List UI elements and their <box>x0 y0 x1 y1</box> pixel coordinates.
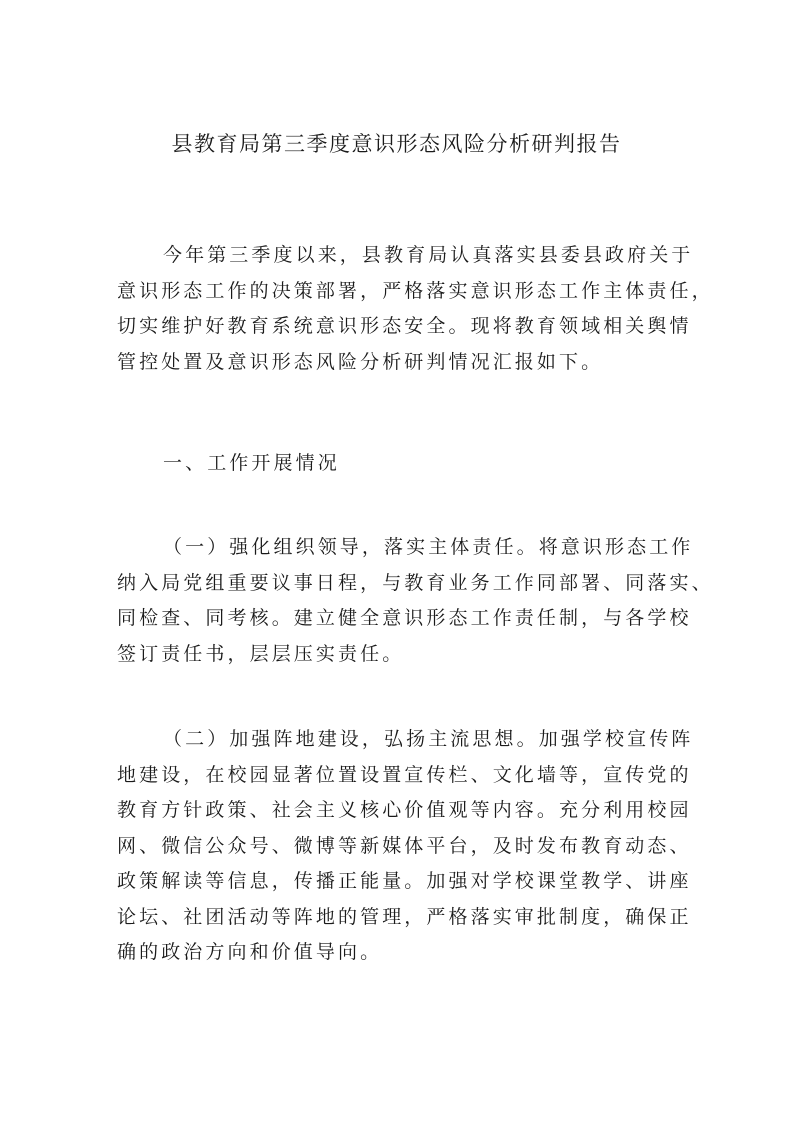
paragraph-line: 纳入局党组重要议事日程，与教育业务工作同部署、同落实、 <box>117 571 714 594</box>
paragraph-line: 切实维护好教育系统意识形态安全。现将教育领域相关舆情 <box>117 315 692 337</box>
paragraph-line: 论坛、社团活动等阵地的管理，严格落实审批制度，确保正 <box>117 905 692 928</box>
paragraph-line: 管控处置及意识形态风险分析研判情况汇报如下。 <box>117 350 604 373</box>
paragraph-line: 确的政治方向和价值导向。 <box>117 941 383 963</box>
intro-paragraph <box>117 238 714 380</box>
section-item-paragraph-1 <box>117 530 714 672</box>
paragraph-line: 同检查、同考核。建立健全意识形态工作责任制，与各学校 <box>117 607 692 629</box>
section-heading <box>117 446 697 482</box>
paragraph-line: （一）强化组织领导，落实主体责任。将意识形态工作 <box>163 536 694 558</box>
paragraph-line: 政策解读等信息，传播正能量。加强对学校课堂教学、讲座 <box>117 870 692 892</box>
paragraph-line: 教育方针政策、社会主义核心价值观等内容。充分利用校园 <box>117 799 692 821</box>
paragraph-line: 网、微信公众号、微博等新媒体平台，及时发布教育动态、 <box>117 834 692 857</box>
paragraph-line: 签订责任书，层层压实责任。 <box>117 642 405 665</box>
section-item-paragraph-2 <box>117 722 697 971</box>
document-title: 县教育局第三季度意识形态风险分析研判报告 <box>171 132 622 156</box>
paragraph-line: （二）加强阵地建设，弘扬主流思想。加强学校宣传阵 <box>163 728 694 750</box>
paragraph-line: 今年第三季度以来，县教育局认真落实县委县政府关于 <box>163 244 694 266</box>
section-heading-text: 一、工作开展情况 <box>163 452 340 474</box>
paragraph-line: 地建设，在校园显著位置设置宣传栏、文化墙等，宣传党的 <box>117 763 692 786</box>
paragraph-line: 意识形态工作的决策部署，严格落实意识形态工作主体责任， <box>117 279 714 302</box>
